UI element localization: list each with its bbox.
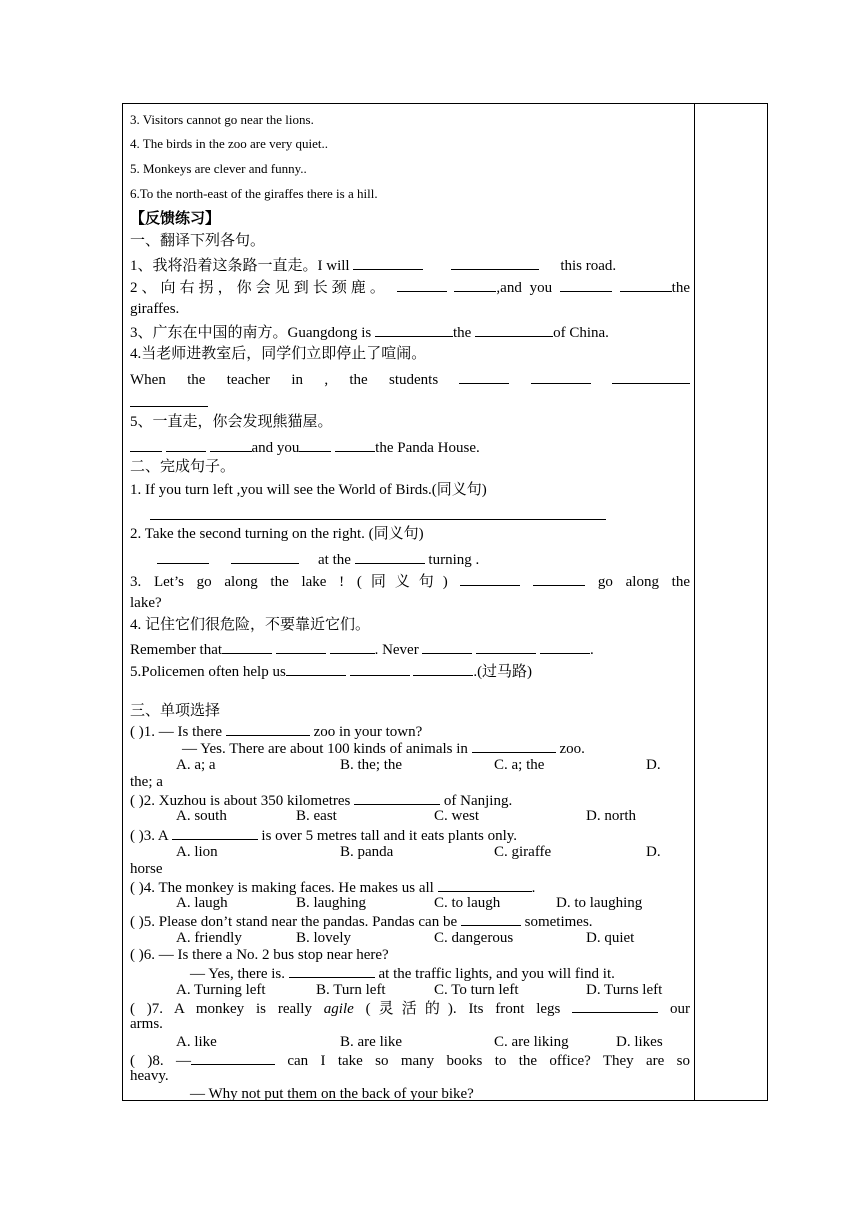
blank[interactable]: [172, 825, 258, 840]
complete-3-text: 3. Let’s go along the lake ! (同义句): [130, 574, 448, 590]
blank[interactable]: [472, 738, 556, 753]
q1-reply: [182, 738, 585, 758]
blank[interactable]: [413, 661, 473, 676]
blank[interactable]: [150, 505, 606, 520]
complete-2-mid: at the: [318, 552, 351, 568]
section-3-title: 三、单项选择: [130, 703, 221, 719]
blank[interactable]: [166, 437, 206, 452]
blank[interactable]: [130, 437, 162, 452]
word: the: [349, 372, 368, 388]
q2-option-a[interactable]: A. south: [176, 808, 227, 824]
complete-5: [130, 661, 532, 681]
q2-text: ( )2. Xuzhou is about 350 kilometres: [130, 793, 351, 809]
word: students: [388, 372, 439, 388]
q3-text-end: is over 5 metres tall and it eats plants only.: [261, 828, 518, 844]
q7-option-a[interactable]: A. like: [176, 1034, 217, 1050]
translate-2: [130, 277, 690, 297]
q5-option-c[interactable]: C. dangerous: [434, 930, 514, 946]
blank[interactable]: [460, 571, 520, 586]
translate-5: [130, 437, 480, 457]
blank[interactable]: [231, 549, 299, 564]
blank[interactable]: [540, 639, 590, 654]
q5: [130, 911, 593, 931]
complete-2-answer: [157, 549, 479, 569]
q2-text-end: of Nanjing.: [443, 793, 513, 809]
complete-2-end: turning .: [428, 552, 480, 568]
complete-1: 1. If you turn left ,you will see the World of Birds.(同义句): [130, 482, 487, 498]
q8-cont: heavy.: [130, 1068, 169, 1084]
q5-text-end: sometimes.: [524, 914, 593, 930]
q6-option-b[interactable]: B. Turn left: [316, 982, 386, 998]
blank[interactable]: [454, 277, 496, 292]
blank[interactable]: [350, 661, 410, 676]
q1-reply-text: — Yes. There are about 100 kinds of animals in: [182, 741, 468, 757]
translate-3-text: 3、广东在中国的南方。Guangdong is: [130, 325, 372, 341]
q4-option-b[interactable]: B. laughing: [296, 895, 366, 911]
q5-option-b[interactable]: B. lovely: [296, 930, 351, 946]
q7-cont: arms.: [130, 1016, 163, 1032]
q4-option-a[interactable]: A. laugh: [176, 895, 228, 911]
translate-5-chinese: 5、一直走，你会发现熊猫屋。: [130, 414, 333, 430]
blank[interactable]: [612, 369, 690, 384]
blank[interactable]: [533, 571, 585, 586]
q3-text: ( )3. A: [130, 828, 168, 844]
q4-option-d[interactable]: D. to laughing: [556, 895, 643, 911]
section-2-title: 二、完成句子。: [130, 459, 236, 475]
blank[interactable]: [531, 369, 591, 384]
complete-2: 2. Take the second turning on the right. (同义句): [130, 526, 424, 542]
q8-text: can I take so many books to the office? They are so: [287, 1053, 691, 1069]
blank[interactable]: [286, 661, 346, 676]
blank[interactable]: [226, 721, 310, 736]
blank[interactable]: [355, 549, 425, 564]
q7-text-mid: (灵活的). Its front legs: [365, 1001, 561, 1017]
blank[interactable]: [451, 255, 539, 270]
blank[interactable]: [276, 639, 326, 654]
statement-5: 5. Monkeys are clever and funny..: [130, 161, 307, 176]
translate-3: [130, 322, 609, 342]
blank[interactable]: [375, 322, 453, 337]
q5-text: ( )5. Please don’t stand near the pandas. Pandas can be: [130, 914, 458, 930]
q7-text: ( )7. A monkey is really: [130, 1001, 312, 1017]
section-1-title: 一、翻译下列各句。: [130, 233, 266, 249]
q2-option-b[interactable]: B. east: [296, 808, 337, 824]
statement-3: 3. Visitors cannot go near the lions.: [130, 112, 314, 127]
blank[interactable]: [459, 369, 509, 384]
blank[interactable]: [476, 639, 536, 654]
translate-1-text: 1、我将沿着这条路一直走。I will: [130, 258, 350, 274]
q3-option-a[interactable]: A. lion: [176, 844, 218, 860]
q8: [130, 1050, 690, 1070]
q6-option-d[interactable]: D. Turns left: [586, 982, 663, 998]
complete-4-mid: . Never: [374, 642, 419, 658]
q7-italic-word: agile: [323, 1001, 354, 1017]
complete-4-text: Remember that: [130, 642, 223, 658]
word: When: [130, 372, 166, 388]
blank[interactable]: [130, 392, 208, 407]
q1-option-d[interactable]: D.: [646, 757, 661, 773]
q7: [130, 998, 690, 1018]
translate-4-cont: [130, 392, 208, 412]
q1-reply-end: zoo.: [559, 741, 585, 757]
q6-option-c[interactable]: C. To turn left: [434, 982, 519, 998]
translate-2-cont: giraffes.: [130, 301, 180, 317]
q8-start: ( )8. —: [130, 1053, 275, 1069]
q3-option-d[interactable]: D.: [646, 844, 661, 860]
blank[interactable]: [330, 639, 375, 654]
q6-reply-text: — Yes, there is.: [190, 966, 286, 982]
blank[interactable]: [335, 437, 375, 452]
blank[interactable]: [422, 639, 472, 654]
word: in: [291, 372, 304, 388]
q1-option-d-cont: the; a: [130, 774, 163, 790]
complete-5-end: .(过马路): [473, 664, 533, 680]
q5-option-d[interactable]: D. quiet: [586, 930, 635, 946]
word: ,: [324, 372, 329, 388]
q1-text-end: zoo in your town?: [313, 724, 423, 740]
blank[interactable]: [289, 963, 375, 978]
statement-4: 4. The birds in the zoo are very quiet..: [130, 136, 328, 151]
statement-6: 6.To the north-east of the giraffes there is a hill.: [130, 186, 378, 201]
blank[interactable]: [210, 437, 252, 452]
q4-option-c[interactable]: C. to laugh: [434, 895, 501, 911]
q6-reply-end: at the traffic lights, and you will find it.: [378, 966, 615, 982]
q7-option-b[interactable]: B. are like: [340, 1034, 403, 1050]
q1-option-c[interactable]: C. a; the: [494, 757, 545, 773]
blank[interactable]: [475, 322, 553, 337]
word: the: [187, 372, 206, 388]
translate-2-mid: ,and you: [496, 280, 553, 296]
translate-2-end: the: [671, 280, 690, 296]
q3: [130, 825, 517, 845]
blank[interactable]: [461, 911, 521, 926]
q1-option-a[interactable]: A. a; a: [176, 757, 216, 773]
q7-option-c[interactable]: C. are liking: [494, 1034, 569, 1050]
blank[interactable]: [572, 998, 658, 1013]
blank[interactable]: [191, 1050, 275, 1065]
q2-option-d[interactable]: D. north: [586, 808, 636, 824]
q4-text: ( )4. The monkey is making faces. He makes us all: [130, 880, 434, 896]
translate-5-end: the Panda House.: [375, 440, 480, 456]
blank[interactable]: [299, 437, 331, 452]
complete-4: [130, 639, 594, 659]
complete-5-text: 5.Policemen often help us: [130, 664, 286, 680]
q7-option-d[interactable]: D. likes: [616, 1034, 663, 1050]
complete-3-end: go along the: [597, 574, 690, 590]
translate-4-chinese: 4.当老师进教室后，同学们立即停止了喧闹。: [130, 346, 427, 362]
q5-option-a[interactable]: A. friendly: [176, 930, 242, 946]
blank[interactable]: [620, 277, 672, 292]
translate-3-mid: the: [453, 325, 472, 341]
complete-4-chinese: 4. 记住它们很危险，不要靠近它们。: [130, 617, 371, 633]
complete-4-end: .: [589, 642, 594, 658]
q8-reply: — Why not put them on the back of your bike?: [190, 1086, 474, 1102]
blank[interactable]: [157, 549, 209, 564]
blank[interactable]: [222, 639, 272, 654]
q3-option-c[interactable]: C. giraffe: [494, 844, 552, 860]
blank[interactable]: [354, 790, 440, 805]
blank[interactable]: [438, 877, 532, 892]
blank[interactable]: [397, 277, 447, 292]
q1-text: ( )1. — Is there: [130, 724, 223, 740]
translate-4: [130, 369, 690, 389]
worksheet-table-side-cell: [695, 103, 768, 1101]
q7-text-end: our: [670, 1001, 691, 1017]
word: teacher: [226, 372, 271, 388]
complete-3-cont: lake?: [130, 595, 162, 611]
blank[interactable]: [560, 277, 612, 292]
q3-option-d-cont: horse: [130, 861, 163, 877]
q2-option-c[interactable]: C. west: [434, 808, 479, 824]
blank[interactable]: [353, 255, 423, 270]
q6-reply: [190, 963, 615, 983]
complete-3: [130, 571, 690, 591]
q6-option-a[interactable]: A. Turning left: [176, 982, 266, 998]
translate-3-end: of China.: [553, 325, 609, 341]
feedback-heading: 【反馈练习】: [130, 211, 221, 227]
translate-1-end: this road.: [560, 258, 617, 274]
translate-2-text: 2、向右拐，你会见到长颈鹿。: [130, 280, 389, 296]
q3-option-b[interactable]: B. panda: [340, 844, 394, 860]
translate-5-mid: and you: [251, 440, 300, 456]
complete-1-answer: [150, 505, 606, 525]
q6: ( )6. — Is there a No. 2 bus stop near here?: [130, 947, 389, 963]
q4-text-end: .: [531, 880, 536, 896]
translate-1: [130, 255, 616, 275]
q1-option-b[interactable]: B. the; the: [340, 757, 403, 773]
